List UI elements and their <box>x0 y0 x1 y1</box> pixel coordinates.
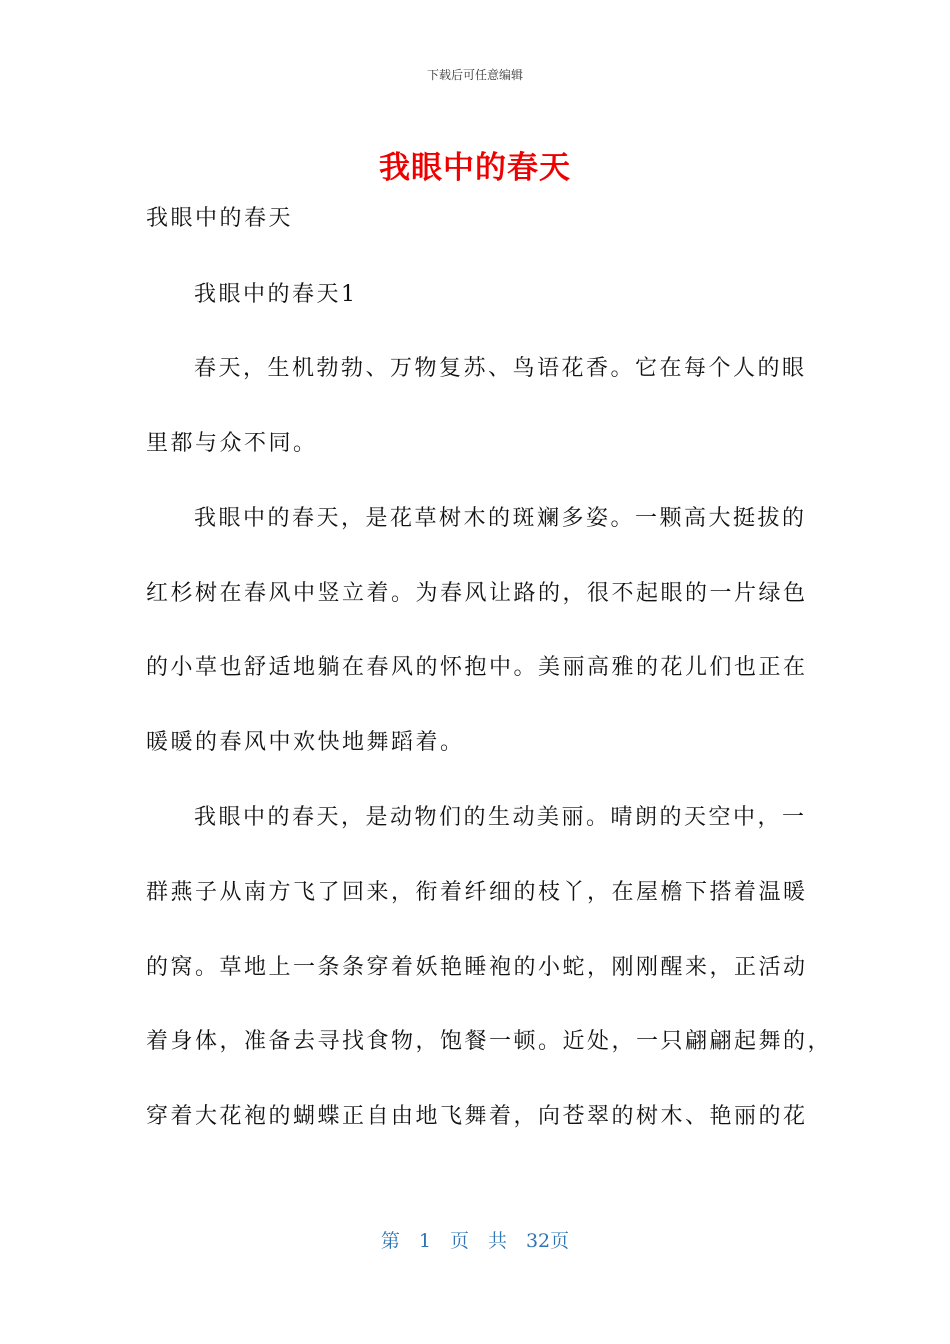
subtitle-line: 我眼中的春天 <box>146 206 294 231</box>
paragraph-line: 红杉树在春风中竖立着。为春风让路的，很不起眼的一片绿色 <box>146 581 808 606</box>
paragraph-line: 我眼中的春天，是动物们的生动美丽。晴朗的天空中，一 <box>194 805 807 830</box>
paragraph-line: 里都与众不同。 <box>146 431 318 456</box>
paragraph-line: 着身体，准备去寻找食物，饱餐一顿。近处，一只翩翩起舞的， <box>146 1029 833 1054</box>
paragraph-line: 的窝。草地上一条条穿着妖艳睡袍的小蛇，刚刚醒来，正活动 <box>146 955 808 980</box>
paragraph-line: 春天，生机勃勃、万物复苏、鸟语花香。它在每个人的眼 <box>194 356 807 381</box>
paragraph-line: 群燕子从南方飞了回来，衔着纤细的枝丫，在屋檐下搭着温暖 <box>146 880 808 905</box>
paragraph-line: 暖暖的春风中欢快地舞蹈着。 <box>146 730 465 755</box>
header-note: 下载后可任意编辑 <box>426 68 523 82</box>
paragraph-line: 的小草也舒适地躺在春风的怀抱中。美丽高雅的花儿们也正在 <box>146 655 808 680</box>
paragraph-line: 我眼中的春天，是花草树木的斑斓多姿。一颗高大挺拔的 <box>194 506 807 531</box>
paragraph-line: 穿着大花袍的蝴蝶正自由地飞舞着，向苍翠的树木、艳丽的花 <box>146 1104 808 1129</box>
document-title: 我眼中的春天 <box>379 150 571 186</box>
page-footer: 第 1 页 共 32页 <box>380 1230 570 1252</box>
section-heading: 我眼中的春天1 <box>194 282 358 307</box>
